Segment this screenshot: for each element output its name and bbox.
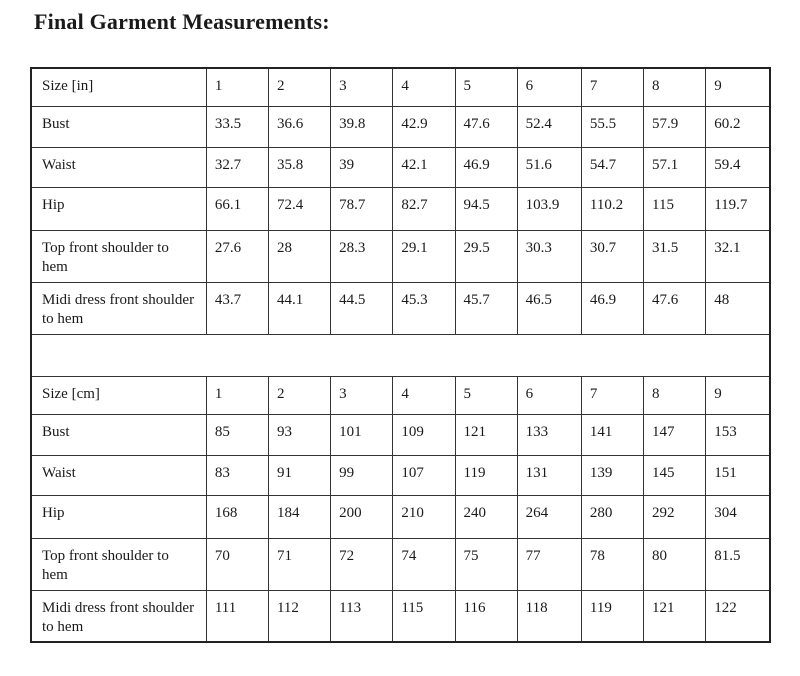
measurement-value: 28 bbox=[268, 230, 330, 282]
measurement-value: 131 bbox=[517, 455, 581, 495]
table-row bbox=[31, 590, 770, 642]
size-header-cell: 8 bbox=[644, 376, 706, 414]
measurement-value: 43.7 bbox=[206, 282, 268, 334]
measurement-value: 91 bbox=[268, 455, 330, 495]
measurement-value: 54.7 bbox=[581, 147, 643, 187]
measurement-value: 113 bbox=[331, 590, 393, 642]
table-row bbox=[31, 538, 770, 590]
measurement-value: 200 bbox=[331, 495, 393, 538]
measurement-value: 29.1 bbox=[393, 230, 455, 282]
measurement-value: 30.3 bbox=[517, 230, 581, 282]
page-title: Final Garment Measurements: bbox=[34, 9, 330, 34]
size-unit-label: Size [in] bbox=[31, 68, 206, 106]
measurement-value: 60.2 bbox=[706, 106, 770, 147]
size-header-cell: 7 bbox=[581, 68, 643, 106]
measurement-value: 280 bbox=[581, 495, 643, 538]
measurement-value: 119.7 bbox=[706, 187, 770, 230]
table-row bbox=[31, 455, 770, 495]
spacer-row bbox=[31, 334, 770, 376]
measurement-value: 168 bbox=[206, 495, 268, 538]
table-row bbox=[31, 282, 770, 334]
size-header-cell: 8 bbox=[644, 68, 706, 106]
cm-header-row bbox=[31, 376, 770, 414]
size-header-cell: 5 bbox=[455, 376, 517, 414]
measurement-value: 39 bbox=[331, 147, 393, 187]
measurement-value: 31.5 bbox=[644, 230, 706, 282]
size-header-cell: 1 bbox=[206, 376, 268, 414]
measurement-value: 83 bbox=[206, 455, 268, 495]
measurement-value: 30.7 bbox=[581, 230, 643, 282]
measurement-value: 70 bbox=[206, 538, 268, 590]
table-row bbox=[31, 106, 770, 147]
measurement-value: 72.4 bbox=[268, 187, 330, 230]
measurement-value: 33.5 bbox=[206, 106, 268, 147]
measurement-value: 141 bbox=[581, 414, 643, 455]
size-header-cell: 6 bbox=[517, 68, 581, 106]
measurement-value: 47.6 bbox=[455, 106, 517, 147]
table-row bbox=[31, 230, 770, 282]
measurement-value: 44.5 bbox=[331, 282, 393, 334]
measurement-value: 51.6 bbox=[517, 147, 581, 187]
measurement-value: 36.6 bbox=[268, 106, 330, 147]
measurement-value: 94.5 bbox=[455, 187, 517, 230]
measurement-value: 78 bbox=[581, 538, 643, 590]
measurement-value: 118 bbox=[517, 590, 581, 642]
measurement-label: Bust bbox=[31, 106, 206, 147]
measurement-value: 153 bbox=[706, 414, 770, 455]
table-row bbox=[31, 147, 770, 187]
measurement-value: 52.4 bbox=[517, 106, 581, 147]
measurement-value: 74 bbox=[393, 538, 455, 590]
measurement-value: 147 bbox=[644, 414, 706, 455]
measurement-value: 46.9 bbox=[455, 147, 517, 187]
measurement-value: 101 bbox=[331, 414, 393, 455]
measurement-value: 264 bbox=[517, 495, 581, 538]
size-header-cell: 4 bbox=[393, 376, 455, 414]
measurement-value: 93 bbox=[268, 414, 330, 455]
size-header-cell: 9 bbox=[706, 68, 770, 106]
measurement-value: 59.4 bbox=[706, 147, 770, 187]
measurement-label: Waist bbox=[31, 147, 206, 187]
measurement-value: 75 bbox=[455, 538, 517, 590]
table-row bbox=[31, 495, 770, 538]
measurement-value: 27.6 bbox=[206, 230, 268, 282]
spacer-cell bbox=[31, 334, 770, 376]
measurement-value: 210 bbox=[393, 495, 455, 538]
measurement-value: 122 bbox=[706, 590, 770, 642]
measurement-value: 121 bbox=[455, 414, 517, 455]
measurement-value: 32.1 bbox=[706, 230, 770, 282]
size-header-cell: 9 bbox=[706, 376, 770, 414]
measurement-value: 47.6 bbox=[644, 282, 706, 334]
measurements-table-body bbox=[31, 68, 770, 642]
size-header-cell: 6 bbox=[517, 376, 581, 414]
size-header-cell: 5 bbox=[455, 68, 517, 106]
measurement-value: 44.1 bbox=[268, 282, 330, 334]
measurement-value: 119 bbox=[455, 455, 517, 495]
measurement-value: 72 bbox=[331, 538, 393, 590]
measurement-value: 39.8 bbox=[331, 106, 393, 147]
size-header-cell: 7 bbox=[581, 376, 643, 414]
table-row bbox=[31, 187, 770, 230]
measurement-value: 133 bbox=[517, 414, 581, 455]
measurement-value: 110.2 bbox=[581, 187, 643, 230]
measurement-label: Top front shoulder to hem bbox=[31, 230, 206, 282]
table-row bbox=[31, 414, 770, 455]
measurements-table bbox=[30, 67, 771, 643]
measurement-value: 119 bbox=[581, 590, 643, 642]
measurement-value: 151 bbox=[706, 455, 770, 495]
size-header-cell: 2 bbox=[268, 68, 330, 106]
size-header-cell: 2 bbox=[268, 376, 330, 414]
measurement-value: 57.1 bbox=[644, 147, 706, 187]
measurement-value: 81.5 bbox=[706, 538, 770, 590]
measurement-value: 42.1 bbox=[393, 147, 455, 187]
measurement-value: 145 bbox=[644, 455, 706, 495]
measurement-value: 35.8 bbox=[268, 147, 330, 187]
measurement-label: Bust bbox=[31, 414, 206, 455]
measurement-label: Midi dress front shoulder to hem bbox=[31, 282, 206, 334]
measurement-value: 48 bbox=[706, 282, 770, 334]
size-unit-label: Size [cm] bbox=[31, 376, 206, 414]
measurement-value: 103.9 bbox=[517, 187, 581, 230]
measurement-value: 45.3 bbox=[393, 282, 455, 334]
measurement-label: Hip bbox=[31, 187, 206, 230]
measurement-value: 240 bbox=[455, 495, 517, 538]
measurement-label: Hip bbox=[31, 495, 206, 538]
measurement-value: 45.7 bbox=[455, 282, 517, 334]
measurement-value: 85 bbox=[206, 414, 268, 455]
measurement-value: 42.9 bbox=[393, 106, 455, 147]
measurement-value: 57.9 bbox=[644, 106, 706, 147]
measurement-value: 139 bbox=[581, 455, 643, 495]
measurement-value: 99 bbox=[331, 455, 393, 495]
size-header-cell: 3 bbox=[331, 376, 393, 414]
measurement-value: 111 bbox=[206, 590, 268, 642]
measurement-value: 32.7 bbox=[206, 147, 268, 187]
size-header-cell: 4 bbox=[393, 68, 455, 106]
measurement-value: 82.7 bbox=[393, 187, 455, 230]
measurement-value: 116 bbox=[455, 590, 517, 642]
measurement-value: 112 bbox=[268, 590, 330, 642]
measurement-value: 121 bbox=[644, 590, 706, 642]
measurement-value: 109 bbox=[393, 414, 455, 455]
measurement-value: 115 bbox=[393, 590, 455, 642]
measurement-label: Waist bbox=[31, 455, 206, 495]
measurement-value: 46.5 bbox=[517, 282, 581, 334]
inch-header-row bbox=[31, 68, 770, 106]
measurement-value: 77 bbox=[517, 538, 581, 590]
measurement-value: 29.5 bbox=[455, 230, 517, 282]
measurement-value: 55.5 bbox=[581, 106, 643, 147]
measurement-value: 78.7 bbox=[331, 187, 393, 230]
measurement-value: 292 bbox=[644, 495, 706, 538]
size-header-cell: 3 bbox=[331, 68, 393, 106]
measurement-value: 28.3 bbox=[331, 230, 393, 282]
measurement-value: 66.1 bbox=[206, 187, 268, 230]
measurement-value: 71 bbox=[268, 538, 330, 590]
measurement-label: Top front shoulder to hem bbox=[31, 538, 206, 590]
measurement-value: 107 bbox=[393, 455, 455, 495]
measurement-value: 115 bbox=[644, 187, 706, 230]
measurement-label: Midi dress front shoulder to hem bbox=[31, 590, 206, 642]
measurement-value: 46.9 bbox=[581, 282, 643, 334]
measurement-value: 304 bbox=[706, 495, 770, 538]
measurement-value: 80 bbox=[644, 538, 706, 590]
measurement-value: 184 bbox=[268, 495, 330, 538]
size-header-cell: 1 bbox=[206, 68, 268, 106]
